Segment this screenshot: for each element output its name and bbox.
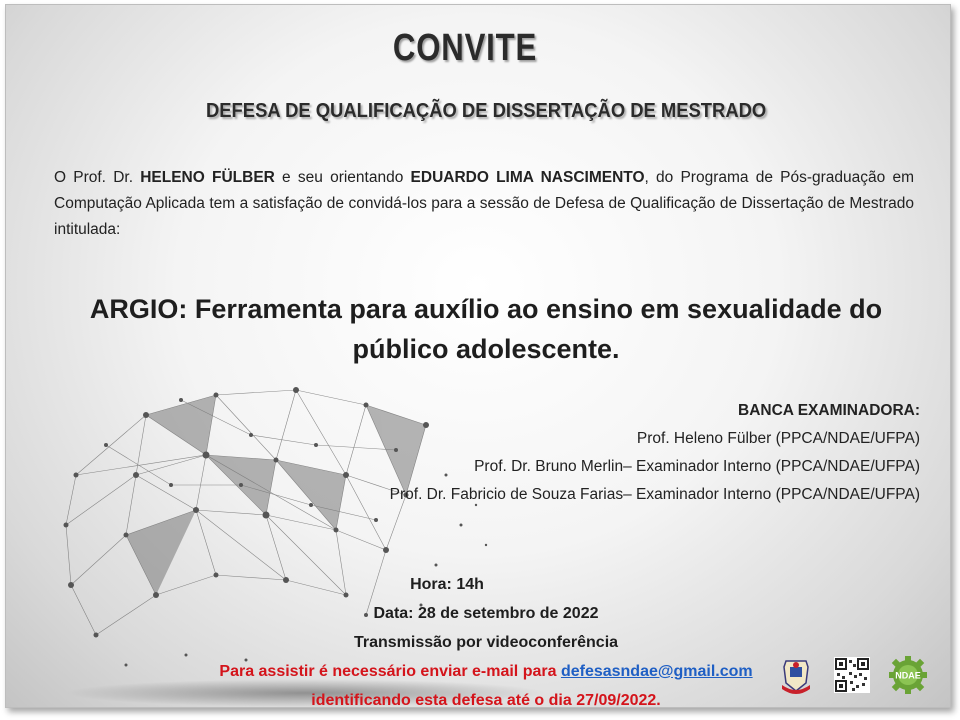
email-link[interactable]: defesasndae@gmail.com <box>560 663 753 680</box>
logo-strip <box>776 655 946 705</box>
intro-text-2: e seu orientando <box>274 169 411 186</box>
intro-text-3: , do Programa de Pós-graduação em Computação Aplicada tem a satisfação de convidá-los para a sessão de Defesa de Qualificação de Dissertação de Mestrado intitulada: <box>54 169 915 238</box>
intro-text-1: O Prof. Dr. <box>54 169 141 186</box>
board-member: Prof. Heleno Fülber (PPCA/NDAE/UFPA) <box>636 430 920 447</box>
gear-icon <box>888 655 928 695</box>
board-member: Prof. Dr. Bruno Merlin– Examinador Interno (PPCA/NDAE/UFPA) <box>474 458 920 475</box>
attendance-text: Para assistir é necessário enviar e-mail para <box>219 663 561 680</box>
examining-board <box>300 397 920 509</box>
board-member: Prof. Dr. Fabricio de Souza Farias– Examinador Interno (PPCA/NDAE/UFPA) <box>389 486 920 503</box>
ndae-logo <box>888 655 928 695</box>
qr-code-icon <box>832 655 872 695</box>
event-time: Hora: 14h <box>410 576 484 593</box>
student-name: EDUARDO LIMA NASCIMENTO <box>410 169 645 186</box>
intro-paragraph <box>54 165 914 243</box>
event-subtitle: DEFESA DE QUALIFICAÇÃO DE DISSERTAÇÃO DE MESTRADO <box>206 100 767 122</box>
invitation-title: CONVITE <box>392 27 538 69</box>
event-transmission: Transmissão por videoconferência <box>353 634 619 651</box>
attendance-deadline: identificando esta defesa até o dia 27/09/2022. <box>311 692 661 708</box>
university-seal-icon <box>776 655 816 695</box>
event-date: Data: 28 de setembro de 2022 <box>373 605 599 622</box>
ndae-logo-text: NDAE <box>895 670 921 681</box>
invitation-card <box>5 4 951 708</box>
thesis-title: ARGIO: Ferramenta para auxílio ao ensino em sexualidade do público adolescente. <box>89 294 883 364</box>
advisor-name: HELENO FÜLBER <box>140 169 275 186</box>
board-heading: BANCA EXAMINADORA: <box>738 402 920 419</box>
